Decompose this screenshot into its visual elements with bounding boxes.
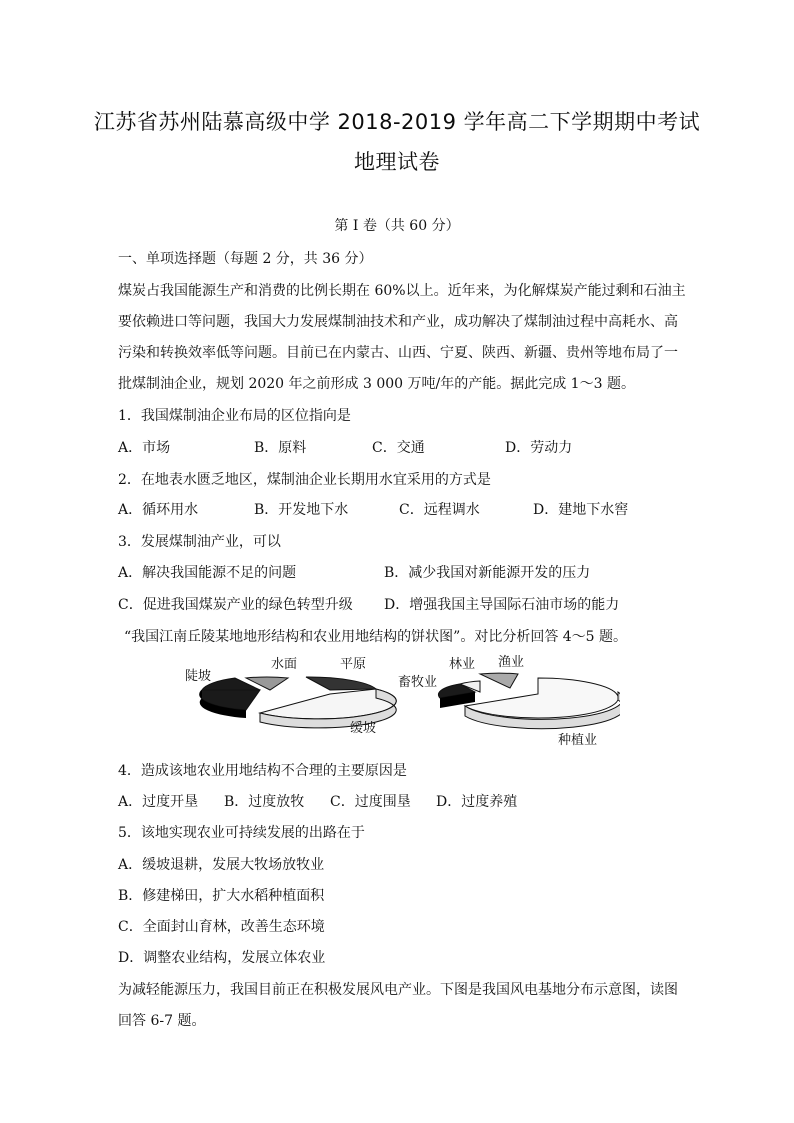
passage2-line: 为减轻能源压力，我国目前正在积极发展风电产业。下图是我国风电基地分布示意图，读图 <box>118 982 678 998</box>
q1-option-c: C．交通 <box>372 440 425 456</box>
document-subtitle: 地理试卷 <box>354 150 440 174</box>
label-crop-farming: 种植业 <box>558 733 598 748</box>
q1-option-d: D．劳动力 <box>505 440 573 456</box>
q2-option-b: B．开发地下水 <box>254 502 349 518</box>
passage1-line: 污染和转换效率低等问题。目前已在内蒙古、山西、宁夏、陕西、新疆、贵州等地布局了一 <box>118 345 678 361</box>
figure-intro: “我国江南丘陵某地地形结构和农业用地结构的饼状图”。对比分析回答 4～5 题。 <box>124 629 628 645</box>
label-gentle-slope: 缓坡 <box>350 721 377 736</box>
passage1-line: 煤炭占我国能源生产和消费的比例长期在 60%以上。近年来，为化解煤炭产能过剩和石油主 <box>118 283 686 299</box>
label-steep-slope: 陡坡 <box>185 669 212 684</box>
q1-option-b: B．原料 <box>254 440 307 456</box>
section-heading: 一、单项选择题（每题 2 分，共 36 分） <box>118 251 373 267</box>
q3-option-b: B．减少我国对新能源开发的压力 <box>384 565 591 581</box>
label-fishery: 渔业 <box>498 655 525 670</box>
label-animal-husbandry: 畜牧业 <box>398 675 438 690</box>
question-1-stem: 1．我国煤制油企业布局的区位指向是 <box>118 408 351 424</box>
label-plain: 平原 <box>340 657 367 672</box>
q2-option-a: A．循环用水 <box>118 502 199 518</box>
passage1-line: 要依赖进口等问题，我国大力发展煤制油技术和产业，成功解决了煤制油过程中高耗水、高 <box>118 314 678 330</box>
q5-option-b: B．修建梯田，扩大水稻种植面积 <box>118 888 325 904</box>
passage1-line: 批煤制油企业，规划 2020 年之前形成 3 000 万吨/年的产能。据此完成 1～3 题。 <box>118 376 635 392</box>
q3-option-a: A．解决我国能源不足的问题 <box>118 565 297 581</box>
q3-option-c: C．促进我国煤炭产业的绿色转型升级 <box>118 597 353 613</box>
land-use-pie-chart <box>438 673 620 729</box>
passage2-line: 回答 6-7 题。 <box>118 1013 206 1029</box>
document-title: 江苏省苏州陆慕高级中学 2018-2019 学年高二下学期期中考试 <box>93 110 701 134</box>
question-2-stem: 2．在地表水匮乏地区，煤制油企业长期用水宜采用的方式是 <box>118 472 491 488</box>
label-water-surface: 水面 <box>271 657 298 672</box>
pie-charts-figure <box>180 650 620 750</box>
part-heading: 第 I 卷（共 60 分） <box>334 218 460 234</box>
q2-option-c: C．远程调水 <box>399 502 480 518</box>
q4-option-d: D．过度养殖 <box>436 794 518 810</box>
q4-option-a: A．过度开垦 <box>118 794 199 810</box>
question-3-stem: 3．发展煤制油产业，可以 <box>118 534 281 550</box>
q5-option-c: C．全面封山育林，改善生态环境 <box>118 919 325 935</box>
q4-option-b: B．过度放牧 <box>224 794 305 810</box>
q5-option-a: A．缓坡退耕，发展大牧场放牧业 <box>118 857 325 873</box>
q1-option-a: A．市场 <box>118 440 171 456</box>
q2-option-d: D．建地下水窖 <box>533 502 629 518</box>
q5-option-d: D．调整农业结构，发展立体农业 <box>118 950 326 966</box>
label-forestry: 林业 <box>449 657 476 672</box>
q4-option-c: C．过度围垦 <box>330 794 411 810</box>
question-5-stem: 5．该地实现农业可持续发展的出路在于 <box>118 825 365 841</box>
question-4-stem: 4．造成该地农业用地结构不合理的主要原因是 <box>118 763 407 779</box>
q3-option-d: D．增强我国主导国际石油市场的能力 <box>384 597 620 613</box>
